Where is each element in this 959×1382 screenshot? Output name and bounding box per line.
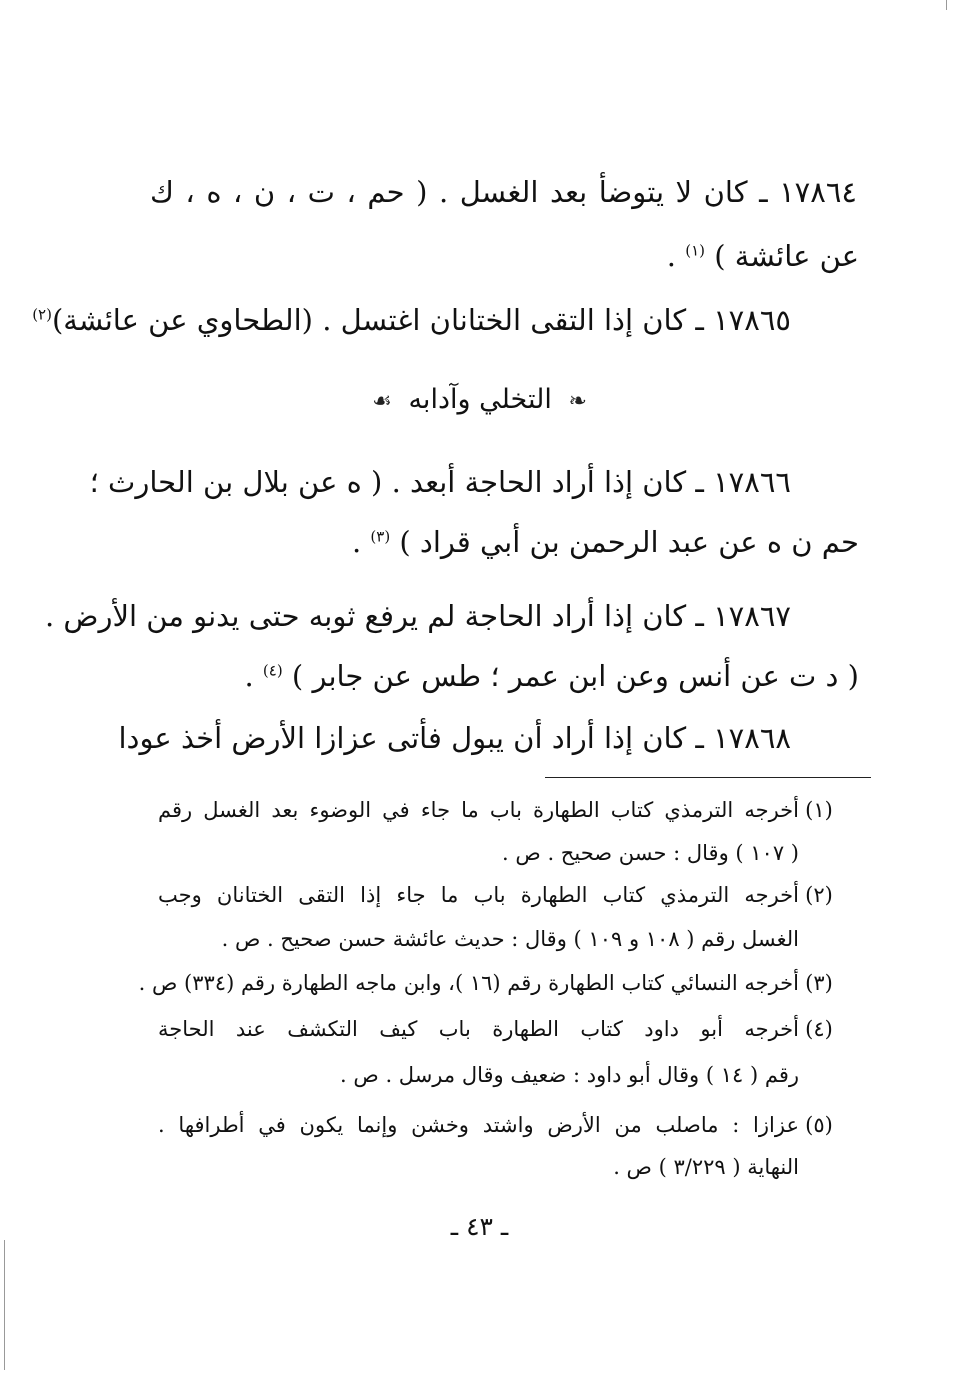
scan-edge-mark: [4, 1240, 5, 1370]
ornament-left-icon: ☙: [372, 389, 392, 414]
hadith-17868-line-1: ١٧٨٦٨ ـ كان إذا أراد أن يبول فأتى عزازا الأرض أخذ عودا: [118, 721, 791, 755]
footnote-ref-2: (٢): [32, 305, 52, 324]
footnote-divider: [545, 777, 871, 778]
footnote-5-number: (٥): [805, 1113, 833, 1137]
footnote-3-line-1: أخرجه النسائي كتاب الطهارة رقم (١٦ )، وابن ماجه الطهارة رقم (٣٣٤) ص .: [138, 971, 799, 995]
hadith-17867-source: ( د ت عن أنس وعن ابن عمر ؛ طس عن جابر ): [291, 659, 859, 693]
footnote-1-number: (١): [805, 798, 833, 822]
footnote-ref-1: (١): [685, 241, 706, 260]
footnote-2-line-2: الغسل رقم ( ١٠٨ و ١٠٩ ) وقال : حديث عائشة حسن صحيح . ص .: [221, 927, 799, 951]
footnote-4-line-1: أخرجه أبو داود كتاب الطهارة باب كيف التكشف عند الحاجة: [158, 1017, 799, 1041]
page-number: ـ ٤٣ ـ: [450, 1212, 509, 1241]
footnote-ref-4: (٤): [262, 661, 283, 680]
hadith-17864-source: عن عائشة ): [714, 239, 859, 273]
footnote-ref-3: (٣): [370, 527, 391, 546]
footnote-1-line-2: ( ١٠٧ ) وقال : حسن صحيح . ص .: [502, 841, 799, 865]
hadith-17866-line-2: [352, 522, 859, 562]
hadith-17866-source: حم ن ه عن عبد الرحمن بن أبي قراد ): [399, 525, 859, 559]
hadith-17865-text: ١٧٨٦٥ ـ كان إذا التقى الختانان اغتسل . (الطحاوي عن عائشة): [51, 303, 791, 337]
footnote-3-number: (٣): [805, 971, 833, 995]
hadith-17864-line-2: [667, 236, 859, 276]
hadith-17867-line-1: ١٧٨٦٧ ـ كان إذا أراد الحاجة لم يرفع ثوبه حتى يدنو من الأرض .: [44, 599, 791, 633]
footnote-4-line-2: رقم ( ١٤ ) وقال أبو داود : ضعيف وقال مرسل . ص .: [340, 1063, 799, 1087]
section-heading: [0, 380, 959, 422]
footnote-5-line-2: النهاية ( ٣/٢٢٩ ) ص .: [613, 1155, 799, 1179]
hadith-17867-line-2: [244, 656, 859, 696]
hadith-17864-end: .: [666, 239, 677, 273]
hadith-17867-end: .: [244, 659, 254, 693]
ornament-right-icon: ❧: [568, 389, 587, 414]
hadith-17866-line-1: ١٧٨٦٦ ـ كان إذا أراد الحاجة أبعد . ( ه عن بلال بن الحارث ؛: [89, 465, 791, 499]
hadith-17866-end: .: [351, 525, 362, 559]
hadith-17864-line-1: ١٧٨٦٤ ـ كان لا يتوضأ بعد الغسل . ( حم ، ت ، ن ، ه ، ك: [150, 175, 857, 209]
section-title: التخلي وآدابه: [408, 384, 552, 415]
hadith-17865-line-1: [32, 300, 791, 340]
footnote-2-line-1: أخرجه الترمذي كتاب الطهارة باب ما جاء إذا التقى الختانان وجب: [158, 883, 799, 907]
footnote-2-number: (٢): [805, 883, 833, 907]
footnote-4-number: (٤): [805, 1017, 833, 1041]
scan-corner-mark: [946, 0, 947, 10]
footnote-1-line-1: أخرجه الترمذي كتاب الطهارة باب ما جاء في الوضوء بعد الغسل رقم: [158, 798, 799, 822]
footnote-5-line-1: عزازا : ماصلب من الأرض واشتد وخشن وإنما يكون في أطرافها .: [158, 1113, 799, 1137]
